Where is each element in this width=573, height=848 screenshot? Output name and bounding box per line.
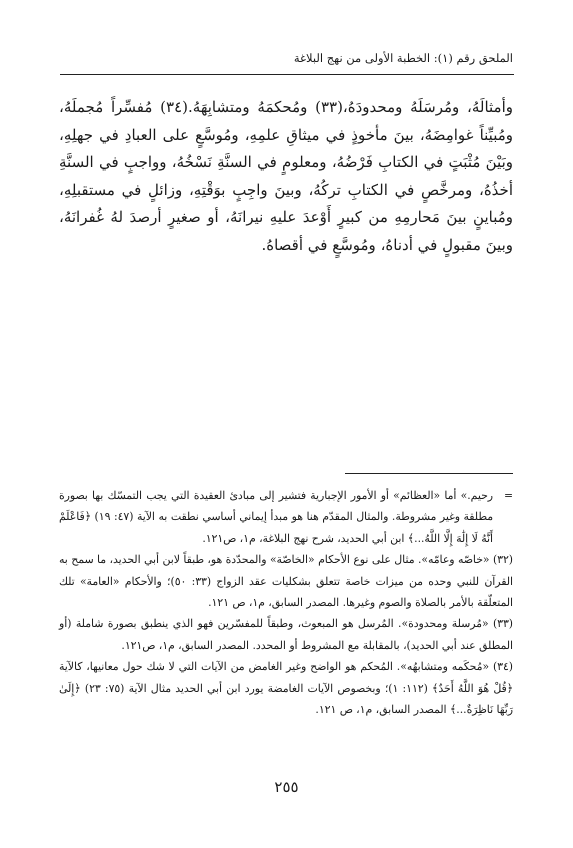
page-number: ٢٥٥ xyxy=(274,778,299,796)
footnote-continuation-text: رحيم.» أما «العظائم» أو الأمور الإجبارية فتشير إلى مبادئ العقيدة التي يجب التمسّك بها بصورة مطلقة وغير مشروطة. والمثال المقدّم هنا هو مبدأ إيماني أساسي نطقت به الآية (٤٧: ١٩) ﴿فَاعْلَمْ أَنَّهُ لَا إِلَٰهَ إِلَّا اللَّهُ...﴾ ابن أبي الحديد، شرح نهج البلاغة، م١، ص١٢١. xyxy=(59,489,493,545)
main-paragraph: وأمثالَهُ، ومُرسَلَهُ ومحدودَهُ،(٣٣) ومُحكمَهُ ومتشابِهَهُ.(٣٤) مُفسِّراً مُجملَهُ، ومُبيِّناً غوامِضَهُ، بينَ مأخوذٍ في ميثاقِ علمِهِ، ومُوسَّعٍ على العبادِ في جهلِهِ، وبَيْنَ مُثْبَتٍ في الكتابِ فَرْضُهُ، ومعلومٍ في السنَّةِ نَسْخُهُ، وواجبٍ في السنَّةِ أخذُهُ، ومرخَّصٍ في الكتابِ تركُهُ، وبينَ واجِبٍ بوَقْتِهِ، وزائلٍ في مستقبلِهِ، ومُباينٍ بينَ مَحارمِهِ من كبيرٍ أَوْعدَ عليهِ نيرانَهُ، أو صغيرٍ أرصدَ لهُ غُفرانَهُ، وبينَ مقبولٍ في أدناهُ، ومُوسَّعٍ في أقصاهُ. xyxy=(59,98,513,254)
footnote-33: (٣٣) «مُرسلة ومحدودة». المُرسل هو المبعوث، وطبقاً للمفسّرين فهو الذي ينطبق بصورة شاملة (أو المطلق عند أبي الحديد)، بالمقابلة مع المشروط أو المحدد. المصدر السابق، م١، ص١٢١. xyxy=(59,617,513,652)
header-rule xyxy=(60,74,514,75)
footnote-continuation xyxy=(59,485,513,549)
footnote-32: (٣٢) «خاصّه وعامّه». مثال على نوع الأحكام «الخاصّة» والمحدّدة هو، طبقاً لابن أبي الحديد، ما سمح به القرآن للنبي وحده من ميزات خاصة تتعلق بشكليات عقد الزواج (٣٣: ٥٠)؛ والأحكام «العامة» تلك المتعلّقة بالأمر بالصلاة والصوم وغيرها. المصدر السابق، م١، ص ١٢١. xyxy=(59,553,513,610)
running-header: الملحق رقم (١): الخطبة الأولى من نهج البلاغة xyxy=(293,51,513,65)
continuation-marker: = xyxy=(503,489,513,502)
footnotes xyxy=(59,485,513,720)
footnote-rule xyxy=(345,473,513,474)
main-text xyxy=(59,94,513,260)
footnote-34: (٣٤) «مُحكَمه ومتشابهُه». المُحكم هو الواضح وغير الغامض من الآيات التي لا شك حول معانيها، كالآية ﴿قُلْ هُوَ اللَّهُ أَحَدٌ﴾ (١١٢: ١)؛ وبخصوص الآيات الغامضة يورد ابن أبي الحديد مثال الآية (٧٥: ٢٣) ﴿إِلَىٰ رَبِّهَا نَاظِرَةٌ...﴾ المصدر السابق، م١، ص ١٢١. xyxy=(59,660,513,717)
